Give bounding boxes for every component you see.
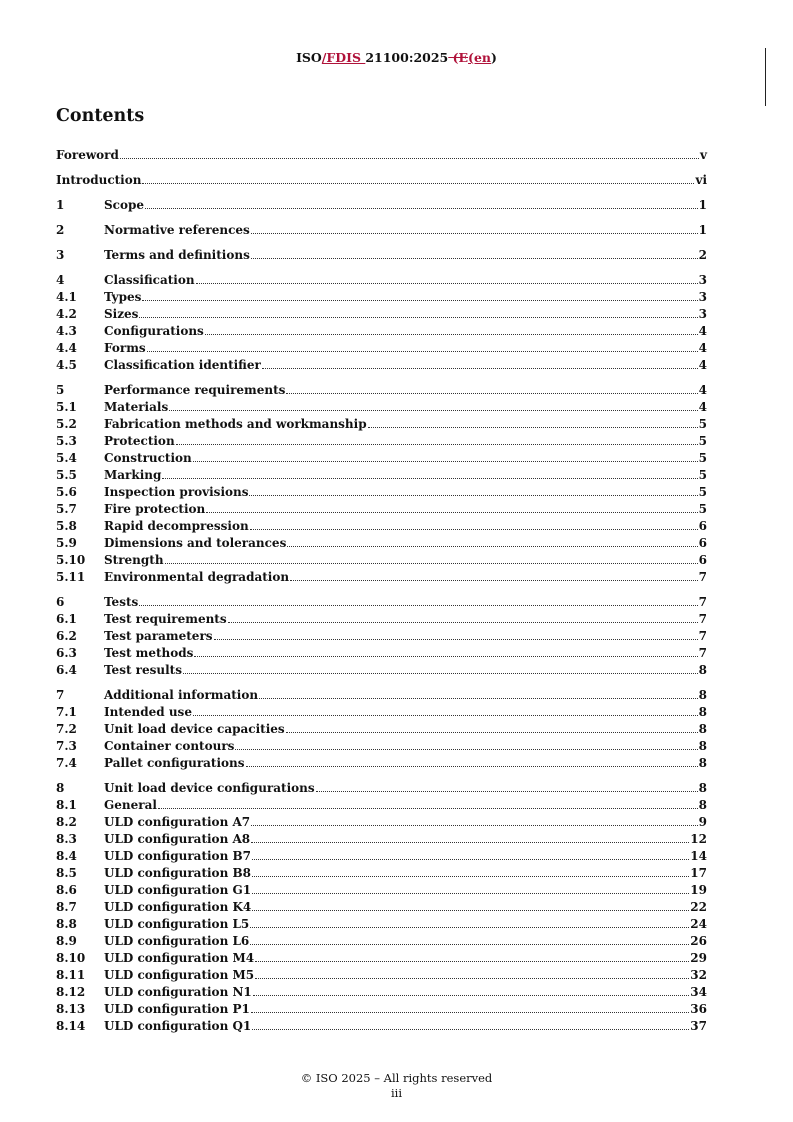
toc-entry-number: 7.4	[56, 756, 77, 770]
toc-leader-dots	[252, 1029, 689, 1030]
toc-entry-page: 36	[690, 1002, 707, 1016]
toc-entry[interactable]	[56, 535, 707, 552]
toc-entry-page: 7	[698, 595, 707, 609]
toc-entry-number: 3	[56, 248, 65, 262]
toc-entry-number: 8.14	[56, 1019, 86, 1033]
toc-entry-number: 5.8	[56, 519, 77, 533]
toc-leader-dots	[259, 698, 698, 699]
toc-entry-title: ULD configuration K4	[104, 900, 252, 914]
toc-entry[interactable]	[56, 382, 707, 399]
toc-leader-dots	[193, 715, 698, 716]
toc-entry-number: 8.11	[56, 968, 86, 982]
toc-entry-title: ULD configuration N1	[104, 985, 252, 999]
toc-entry-title: Test results	[104, 663, 182, 677]
toc-entry[interactable]	[56, 399, 707, 416]
toc-entry-page: 7	[698, 646, 707, 660]
toc-entry[interactable]	[56, 501, 707, 518]
toc-entry[interactable]	[56, 780, 707, 797]
toc-entry-number: 7	[56, 688, 65, 702]
toc-entry-page: 9	[698, 815, 707, 829]
toc-entry[interactable]	[56, 645, 707, 662]
toc-entry[interactable]	[56, 611, 707, 628]
toc-leader-dots	[139, 317, 697, 318]
toc-entry-title: Dimensions and tolerances	[104, 536, 287, 550]
toc-entry[interactable]	[56, 848, 707, 865]
toc-leader-dots	[228, 622, 698, 623]
toc-entry[interactable]	[56, 552, 707, 569]
toc-entry-number: 4.4	[56, 341, 77, 355]
toc-entry-page: 4	[698, 324, 707, 338]
toc-entry-title: ULD configuration A8	[104, 832, 251, 846]
toc-entry-page: 5	[698, 417, 707, 431]
toc-leader-dots	[142, 300, 697, 301]
toc-entry-page: 6	[698, 519, 707, 533]
toc-entry-number: 6.4	[56, 663, 77, 677]
toc-entry-title: Test methods	[104, 646, 194, 660]
toc-entry-title: Rapid decompression	[104, 519, 249, 533]
toc-entry-page: 4	[698, 358, 707, 372]
toc-entry-title: ULD configuration A7	[104, 815, 251, 829]
toc-entry-number: 8.3	[56, 832, 77, 846]
toc-entry-page: 12	[690, 832, 707, 846]
toc-leader-dots	[139, 605, 697, 606]
toc-entry-number: 5.5	[56, 468, 77, 482]
toc-entry-title: Unit load device configurations	[104, 781, 315, 795]
toc-entry[interactable]	[56, 899, 707, 916]
toc-entry-title: Materials	[104, 400, 169, 414]
toc-entry-page: 26	[690, 934, 707, 948]
toc-entry-page: 8	[698, 722, 707, 736]
toc-entry-title: ULD configuration B8	[104, 866, 251, 880]
toc-entry-title: ULD configuration L6	[104, 934, 250, 948]
toc-entry-title: Environmental degradation	[104, 570, 290, 584]
header-lang-insertion: (en	[468, 50, 492, 65]
toc-leader-dots	[368, 427, 698, 428]
page-number: iii	[390, 1086, 403, 1100]
toc-leader-dots	[262, 368, 698, 369]
toc-entry-number: 6.1	[56, 612, 77, 626]
toc-leader-dots	[246, 766, 698, 767]
toc-entry-number: 7.1	[56, 705, 77, 719]
toc-leader-dots	[158, 808, 698, 809]
toc-entry-page: 8	[698, 688, 707, 702]
toc-entry-page: vi	[695, 173, 707, 187]
toc-entry-number: 5.3	[56, 434, 77, 448]
toc-entry[interactable]	[56, 518, 707, 535]
toc-entry-page: 29	[690, 951, 707, 965]
toc-entry-number: 8.2	[56, 815, 77, 829]
toc-entry-number: 4	[56, 273, 65, 287]
toc-entry-title: Pallet configurations	[104, 756, 245, 770]
toc-entry[interactable]	[56, 704, 707, 721]
toc-entry-number: 7.3	[56, 739, 77, 753]
toc-entry[interactable]	[56, 172, 707, 189]
toc-leader-dots	[250, 944, 689, 945]
toc-leader-dots	[252, 876, 689, 877]
toc-entry-title: Foreword	[56, 148, 119, 162]
toc-leader-dots	[176, 444, 698, 445]
toc-leader-dots	[142, 183, 694, 184]
toc-entry-number: 5.1	[56, 400, 77, 414]
toc-entry-number: 5.4	[56, 451, 77, 465]
toc-leader-dots	[120, 158, 699, 159]
toc-entry-title: Fire protection	[104, 502, 206, 516]
toc-entry-page: 6	[698, 536, 707, 550]
toc-leader-dots	[251, 233, 698, 234]
header-doc-number: 21100:2025	[365, 50, 449, 65]
toc-entry[interactable]	[56, 1001, 707, 1018]
toc-entry-number: 6	[56, 595, 65, 609]
toc-entry-title: ULD configuration P1	[104, 1002, 250, 1016]
toc-entry-title: Forms	[104, 341, 146, 355]
toc-entry-title: Performance requirements	[104, 383, 286, 397]
table-of-contents	[56, 147, 707, 1035]
toc-leader-dots	[255, 978, 689, 979]
toc-entry[interactable]	[56, 882, 707, 899]
page-title: Contents	[56, 106, 145, 126]
toc-entry[interactable]	[56, 594, 707, 611]
toc-entry-number: 8.1	[56, 798, 77, 812]
change-bar	[765, 48, 766, 106]
toc-entry[interactable]	[56, 340, 707, 357]
toc-entry-page: 8	[698, 705, 707, 719]
toc-entry[interactable]	[56, 197, 707, 214]
toc-entry-title: ULD configuration L5	[104, 917, 250, 931]
toc-leader-dots	[145, 208, 698, 209]
toc-entry-page: 1	[698, 223, 707, 237]
toc-entry[interactable]	[56, 247, 707, 264]
toc-entry-page: 8	[698, 739, 707, 753]
toc-entry-page: 8	[698, 756, 707, 770]
toc-entry-title: Marking	[104, 468, 162, 482]
toc-entry-number: 5.10	[56, 553, 86, 567]
toc-leader-dots	[252, 893, 689, 894]
toc-entry[interactable]	[56, 222, 707, 239]
toc-entry-number: 6.2	[56, 629, 77, 643]
toc-entry[interactable]	[56, 289, 707, 306]
page-footer	[0, 1071, 793, 1101]
toc-entry[interactable]	[56, 628, 707, 645]
toc-entry-page: 5	[698, 451, 707, 465]
toc-leader-dots	[147, 351, 698, 352]
toc-entry[interactable]	[56, 755, 707, 772]
toc-entry[interactable]	[56, 865, 707, 882]
toc-entry[interactable]	[56, 814, 707, 831]
toc-entry[interactable]	[56, 416, 707, 433]
toc-entry[interactable]	[56, 950, 707, 967]
toc-entry[interactable]	[56, 984, 707, 1001]
toc-entry-page: 5	[698, 502, 707, 516]
toc-leader-dots	[169, 410, 697, 411]
toc-entry[interactable]	[56, 738, 707, 755]
toc-entry-title: Terms and definitions	[104, 248, 250, 262]
toc-entry-number: 4.2	[56, 307, 77, 321]
toc-leader-dots	[250, 529, 698, 530]
toc-entry[interactable]	[56, 433, 707, 450]
toc-entry[interactable]	[56, 1018, 707, 1035]
toc-entry-number: 7.2	[56, 722, 77, 736]
toc-entry[interactable]	[56, 797, 707, 814]
toc-entry-title: General	[104, 798, 157, 812]
toc-entry-title: Classification	[104, 273, 195, 287]
toc-leader-dots	[183, 673, 698, 674]
toc-entry-title: ULD configuration B7	[104, 849, 251, 863]
toc-entry-number: 5.11	[56, 570, 86, 584]
toc-entry[interactable]	[56, 569, 707, 586]
toc-entry[interactable]	[56, 450, 707, 467]
document-header	[0, 50, 793, 65]
toc-entry-page: 3	[698, 273, 707, 287]
toc-entry-number: 8.13	[56, 1002, 86, 1016]
copyright-notice: © ISO 2025 – All rights reserved	[300, 1071, 493, 1085]
toc-entry-page: 8	[698, 798, 707, 812]
toc-entry-title: ULD configuration M5	[104, 968, 255, 982]
toc-entry[interactable]	[56, 967, 707, 984]
toc-leader-dots	[286, 393, 697, 394]
toc-entry-title: Test requirements	[104, 612, 227, 626]
toc-entry-page: 7	[698, 570, 707, 584]
toc-leader-dots	[205, 334, 698, 335]
toc-leader-dots	[193, 461, 698, 462]
toc-entry-page: 6	[698, 553, 707, 567]
toc-entry-title: Test parameters	[104, 629, 213, 643]
toc-entry-number: 8.12	[56, 985, 86, 999]
toc-entry-page: 4	[698, 400, 707, 414]
toc-entry-title: Inspection provisions	[104, 485, 249, 499]
toc-leader-dots	[287, 546, 697, 547]
toc-entry[interactable]	[56, 662, 707, 679]
header-lang-deletion: (E	[448, 50, 469, 65]
toc-entry-page: 5	[698, 485, 707, 499]
toc-entry-title: Intended use	[104, 705, 192, 719]
toc-entry-title: Construction	[104, 451, 192, 465]
toc-entry-number: 4.3	[56, 324, 77, 338]
toc-entry-title: ULD configuration Q1	[104, 1019, 252, 1033]
toc-leader-dots	[165, 563, 698, 564]
toc-leader-dots	[249, 495, 697, 496]
toc-entry-number: 8.6	[56, 883, 77, 897]
toc-leader-dots	[251, 1012, 689, 1013]
toc-entry-page: 7	[698, 612, 707, 626]
toc-entry-title: Additional information	[104, 688, 259, 702]
toc-entry-title: Normative references	[104, 223, 250, 237]
toc-entry-page: 34	[690, 985, 707, 999]
toc-entry-number: 8.8	[56, 917, 77, 931]
toc-leader-dots	[252, 910, 689, 911]
toc-entry-title: Protection	[104, 434, 175, 448]
toc-entry-title: Types	[104, 290, 142, 304]
header-closing-paren: )	[491, 50, 497, 65]
toc-leader-dots	[235, 749, 697, 750]
toc-leader-dots	[316, 791, 698, 792]
toc-leader-dots	[251, 825, 698, 826]
toc-entry-number: 8	[56, 781, 65, 795]
toc-leader-dots	[286, 732, 698, 733]
toc-entry[interactable]	[56, 323, 707, 340]
toc-entry-page: 22	[690, 900, 707, 914]
toc-entry-number: 8.4	[56, 849, 77, 863]
toc-entry-page: 17	[690, 866, 707, 880]
toc-entry-number: 5.7	[56, 502, 77, 516]
toc-entry-number: 5.2	[56, 417, 77, 431]
toc-entry-page: 14	[690, 849, 707, 863]
toc-entry-page: 8	[698, 663, 707, 677]
toc-entry-page: 24	[690, 917, 707, 931]
toc-entry-number: 5	[56, 383, 65, 397]
toc-entry-page: 4	[698, 383, 707, 397]
toc-entry[interactable]	[56, 272, 707, 289]
toc-entry-number: 8.9	[56, 934, 77, 948]
toc-entry-title: Tests	[104, 595, 139, 609]
toc-entry[interactable]	[56, 831, 707, 848]
toc-entry-title: Classification identifier	[104, 358, 261, 372]
toc-entry-number: 2	[56, 223, 65, 237]
toc-entry-page: 4	[698, 341, 707, 355]
toc-leader-dots	[194, 656, 697, 657]
toc-leader-dots	[206, 512, 697, 513]
toc-entry[interactable]	[56, 687, 707, 704]
toc-entry-number: 6.3	[56, 646, 77, 660]
toc-entry-page: 3	[698, 290, 707, 304]
toc-leader-dots	[253, 995, 690, 996]
toc-entry-page: 37	[690, 1019, 707, 1033]
toc-entry-page: 7	[698, 629, 707, 643]
toc-entry-page: 1	[698, 198, 707, 212]
header-iso: ISO	[296, 50, 322, 65]
toc-entry-number: 4.5	[56, 358, 77, 372]
toc-entry-page: 2	[698, 248, 707, 262]
toc-entry-title: Fabrication methods and workmanship	[104, 417, 367, 431]
toc-entry-page: 32	[690, 968, 707, 982]
toc-leader-dots	[214, 639, 698, 640]
toc-entry-number: 1	[56, 198, 65, 212]
toc-leader-dots	[250, 927, 689, 928]
toc-entry[interactable]	[56, 306, 707, 323]
toc-entry[interactable]	[56, 916, 707, 933]
toc-leader-dots	[251, 258, 698, 259]
toc-entry-number: 5.9	[56, 536, 77, 550]
toc-leader-dots	[255, 961, 689, 962]
toc-entry[interactable]	[56, 357, 707, 374]
toc-entry-page: 5	[698, 434, 707, 448]
toc-entry-page: 3	[698, 307, 707, 321]
toc-entry-page: 5	[698, 468, 707, 482]
toc-entry-page: v	[700, 148, 707, 162]
toc-entry-number: 8.10	[56, 951, 86, 965]
toc-entry[interactable]	[56, 484, 707, 501]
toc-leader-dots	[290, 580, 698, 581]
toc-leader-dots	[196, 283, 698, 284]
toc-entry[interactable]	[56, 147, 707, 164]
toc-entry-title: Strength	[104, 553, 164, 567]
toc-entry-title: ULD configuration G1	[104, 883, 252, 897]
toc-leader-dots	[252, 859, 689, 860]
toc-entry-title: Configurations	[104, 324, 204, 338]
toc-entry-title: Sizes	[104, 307, 139, 321]
toc-entry-page: 19	[690, 883, 707, 897]
toc-entry-title: ULD configuration M4	[104, 951, 255, 965]
toc-entry-number: 8.5	[56, 866, 77, 880]
toc-leader-dots	[162, 478, 697, 479]
header-fdis-insertion: /FDIS	[321, 50, 366, 65]
toc-entry-title: Scope	[104, 198, 145, 212]
toc-entry-number: 4.1	[56, 290, 77, 304]
toc-entry-title: Unit load device capacities	[104, 722, 285, 736]
toc-entry[interactable]	[56, 721, 707, 738]
toc-entry-page: 8	[698, 781, 707, 795]
toc-entry-number: 5.6	[56, 485, 77, 499]
toc-entry-title: Introduction	[56, 173, 142, 187]
toc-leader-dots	[251, 842, 689, 843]
toc-entry[interactable]	[56, 933, 707, 950]
toc-entry-title: Container contours	[104, 739, 235, 753]
toc-entry-number: 8.7	[56, 900, 77, 914]
toc-entry[interactable]	[56, 467, 707, 484]
